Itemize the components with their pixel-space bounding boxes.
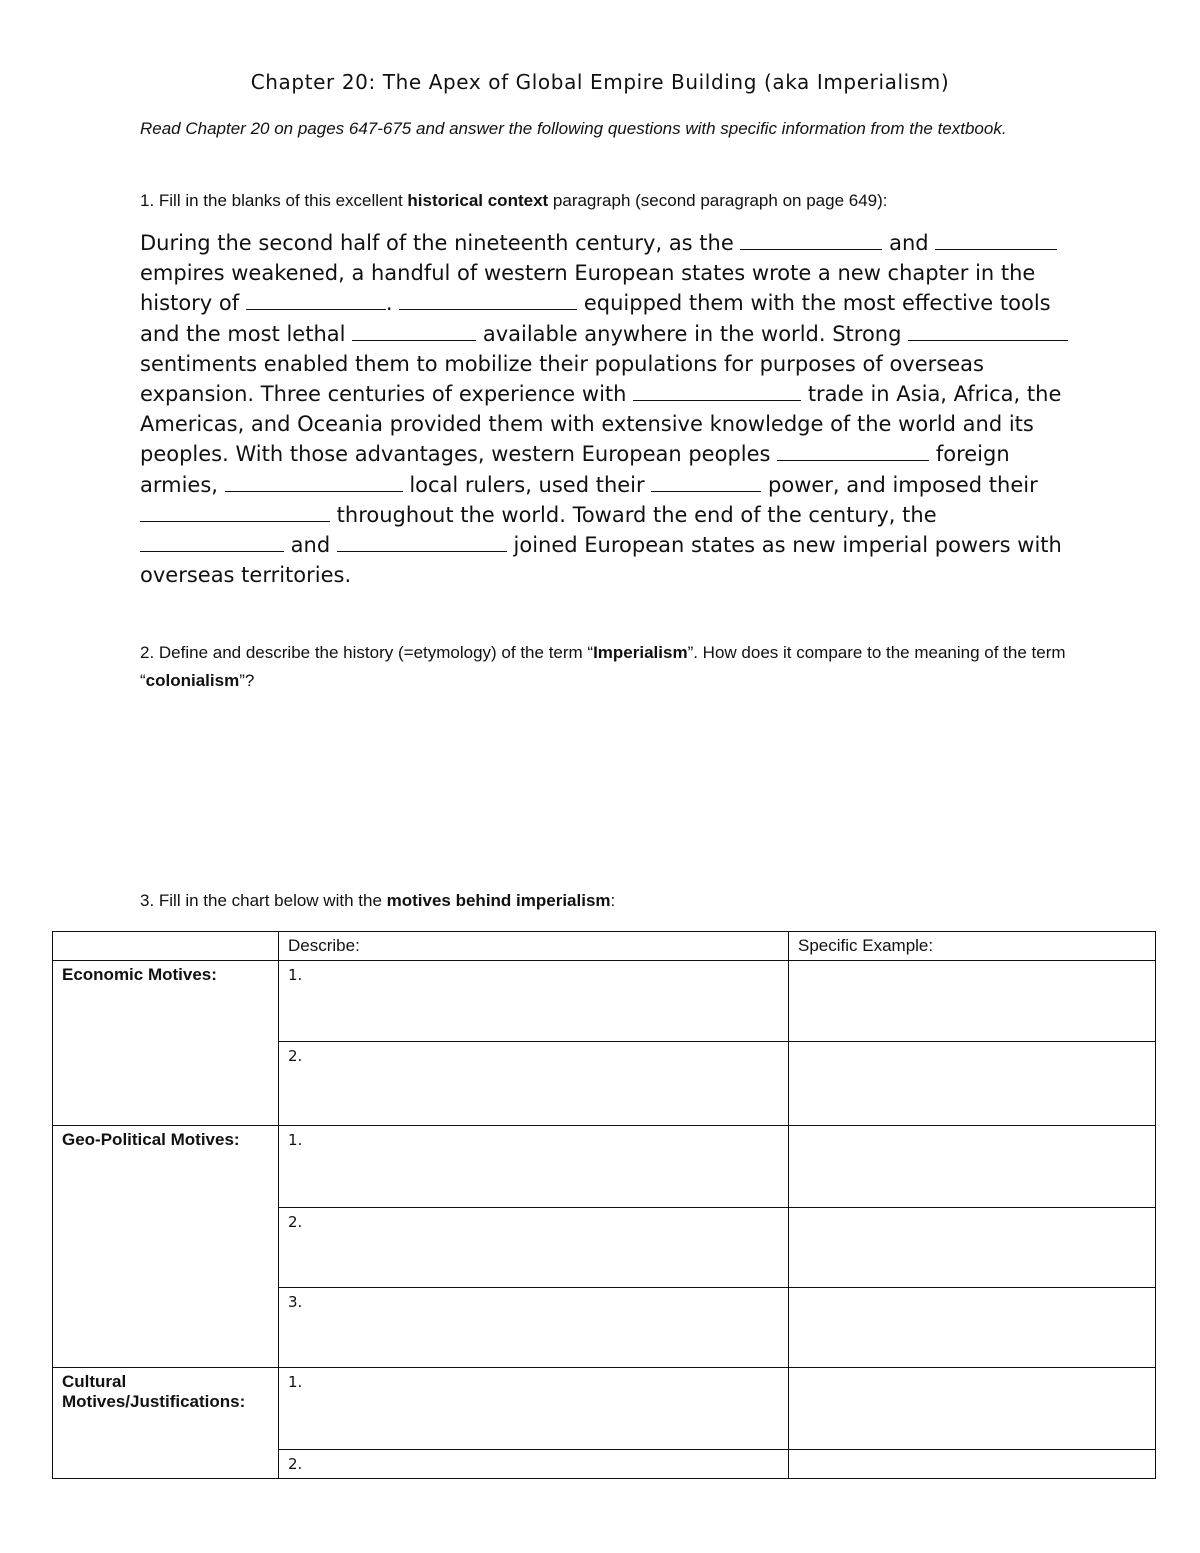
geopolitical-motives-label: Geo-Political Motives: [53, 1126, 279, 1368]
blank-8[interactable] [777, 440, 929, 461]
blank-5[interactable] [352, 320, 476, 341]
economic-describe-1[interactable]: 1. [279, 961, 789, 1042]
question-3: 3. Fill in the chart below with the motives behind imperialism: [140, 891, 616, 910]
cultural-example-1[interactable] [789, 1368, 1156, 1450]
blank-12[interactable] [140, 531, 284, 552]
blank-3[interactable] [246, 289, 386, 310]
blank-6[interactable] [908, 320, 1068, 341]
geopolitical-example-1[interactable] [789, 1126, 1156, 1208]
table-row [53, 961, 1156, 1042]
economic-motives-label: Economic Motives: [53, 961, 279, 1126]
table-row [53, 1126, 1156, 1208]
blank-1[interactable] [740, 229, 882, 250]
page-title: Chapter 20: The Apex of Global Empire Building (aka Imperialism) [250, 70, 950, 94]
context-paragraph: During the second half of the nineteenth century, as the and empires weakened, a handful of western European states wrote a new chapter in the history of . equipped them with the most effective tools and the most lethal available anywhere in the world. Strong sentiments enabled them to mobilize their populations for purposes of overseas expansion. Three centuries of experience with trade in Asia, Africa, the Americas, and Oceania provided them with extensive knowledge of the world and its peoples. With those advantages, western European peoples foreign armies, local rulers, used their power, and imposed their throughout the world. Toward the end of the century, the and joined European states as new imperial powers with overseas territories. [140, 228, 1070, 590]
blank-4[interactable] [399, 289, 577, 310]
geopolitical-describe-1[interactable]: 1. [279, 1126, 789, 1208]
header-example: Specific Example: [789, 932, 1156, 961]
cultural-describe-2[interactable]: 2. [279, 1450, 789, 1479]
economic-example-1[interactable] [789, 961, 1156, 1042]
header-empty-cell [53, 932, 279, 961]
blank-9[interactable] [225, 471, 403, 492]
blank-10[interactable] [651, 471, 761, 492]
geopolitical-describe-2[interactable]: 2. [279, 1208, 789, 1288]
blank-2[interactable] [935, 229, 1057, 250]
geopolitical-example-2[interactable] [789, 1208, 1156, 1288]
cultural-example-2[interactable] [789, 1450, 1156, 1479]
geopolitical-example-3[interactable] [789, 1288, 1156, 1368]
blank-7[interactable] [633, 380, 801, 401]
geopolitical-describe-3[interactable]: 3. [279, 1288, 789, 1368]
instructions: Read Chapter 20 on pages 647-675 and answer the following questions with specific information from the textbook. [140, 119, 1007, 138]
table-row [53, 1368, 1156, 1450]
chart-header-row [53, 932, 1156, 961]
cultural-describe-1[interactable]: 1. [279, 1368, 789, 1450]
header-describe: Describe: [279, 932, 789, 961]
blank-11[interactable] [140, 501, 330, 522]
question-2: 2. Define and describe the history (=etymology) of the term “Imperialism”. How does it compare to the meaning of the term “colonialism”? [140, 643, 1066, 690]
cultural-motives-label: Cultural Motives/Justifications: [53, 1368, 279, 1479]
blank-13[interactable] [337, 531, 507, 552]
economic-example-2[interactable] [789, 1042, 1156, 1126]
question-1: 1. Fill in the blanks of this excellent historical context paragraph (second paragraph on page 649): [140, 191, 888, 210]
economic-describe-2[interactable]: 2. [279, 1042, 789, 1126]
motives-chart [52, 931, 1156, 1479]
